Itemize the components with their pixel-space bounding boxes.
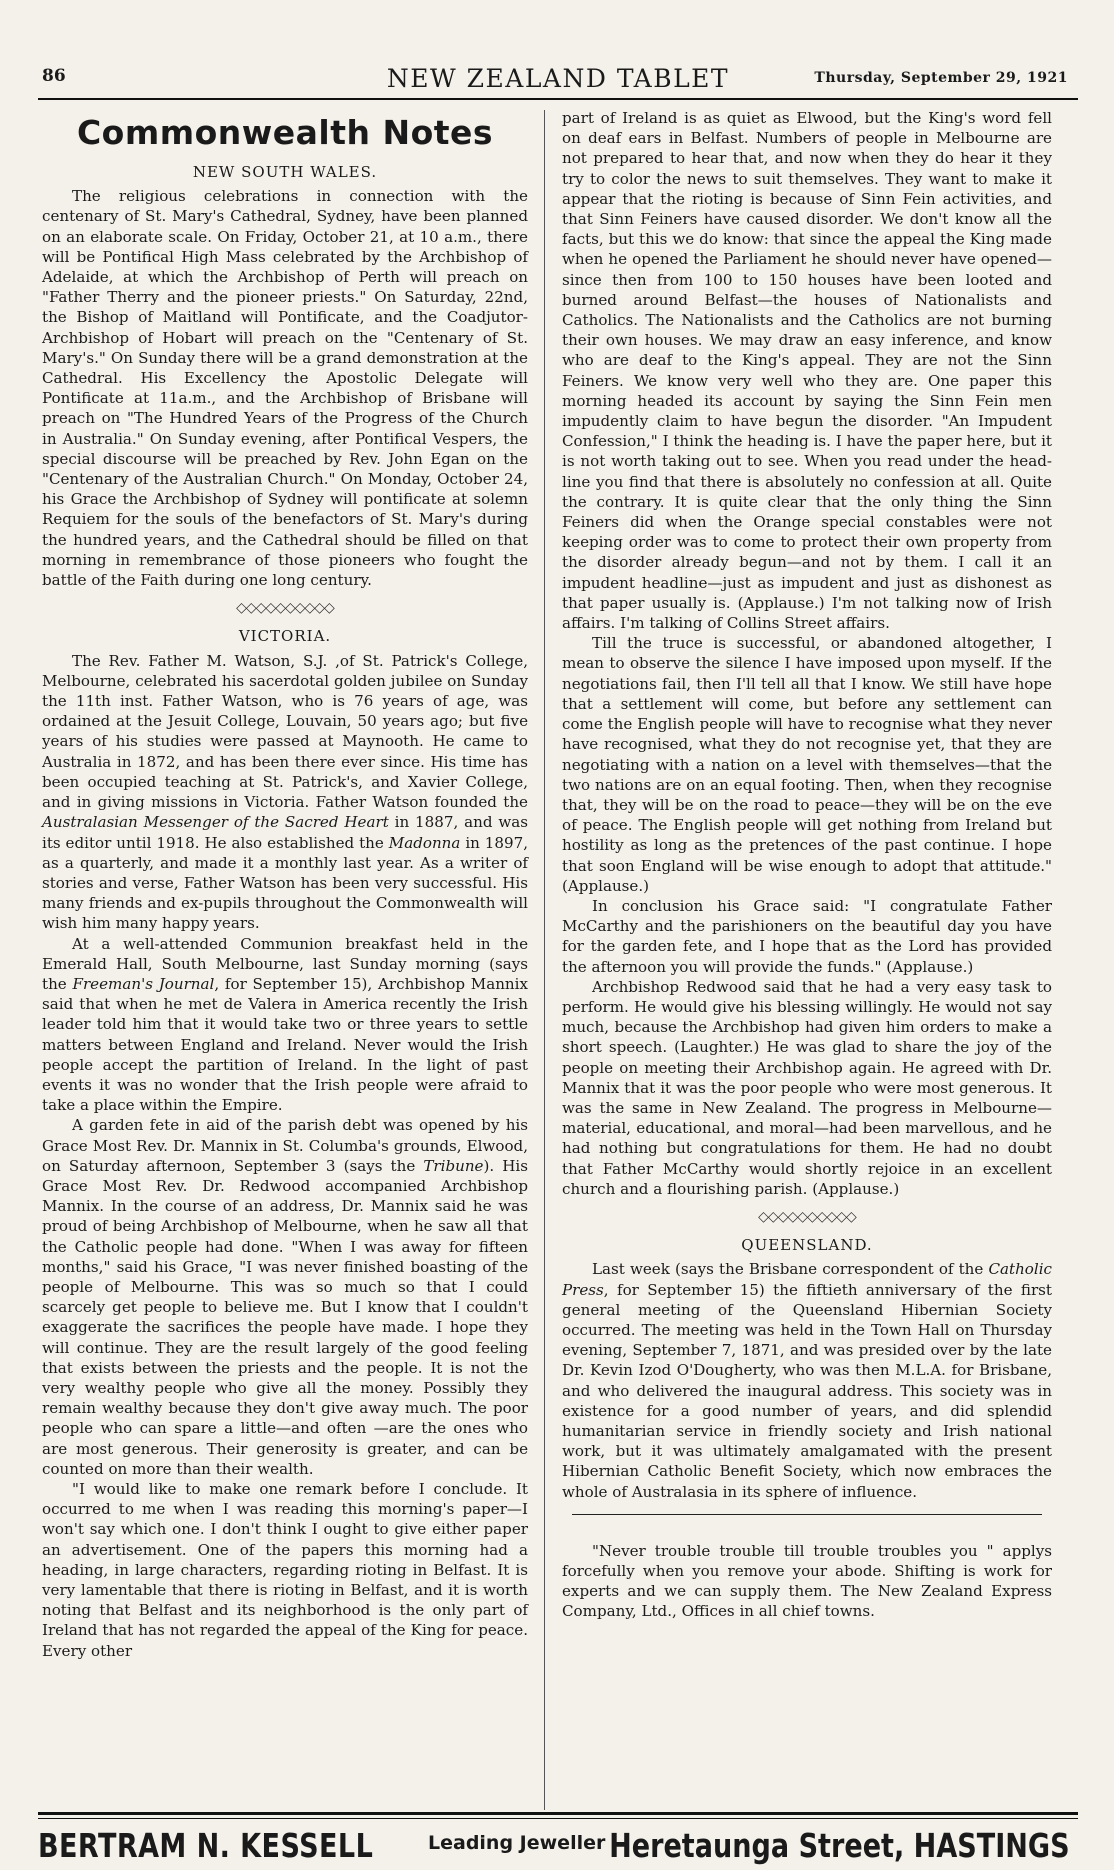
footer-rule-thin (38, 1818, 1078, 1819)
paragraph: Last week (says the Brisbane correspondent of the Catholic Press, for September 15) the fiftieth anniversary of the first general meeting of the Queensland Hibernian Society occurred. The meeting was held in the Town Hall on Thursday evening, September 7, 1871, and was presided over by the late Dr. Kevin Izod O'Dougherty, who was then M.L.A. for Brisbane, and who delivered the inaugural address. This society was in existence for a good number of years, and did splendid humanitarian service in friendly society and Irish national work, but it was ultimately amalgamated with the present Hibernian Catholic Benefit Society, which now embraces the whole of Australasia in its sphere of influence. (562, 1260, 1052, 1501)
paragraph: In conclusion his Grace said: "I congratulate Father McCarthy and the parishioners on the beautiful day you have for the garden fete, and I hope that as the Lord has provided the afternoon you will provide the funds." (Applause.) (562, 896, 1052, 976)
right-column (562, 108, 1052, 1622)
issue-date: Thursday, September 29, 1921 (814, 70, 1068, 86)
left-column (42, 108, 528, 1661)
article-title: Commonwealth Notes (76, 113, 494, 152)
advertisement-text: "Never trouble trouble till trouble troubles you " applys forcefully when you remove your abode. Shifting is work for experts and we can supply them. The New Zealand Express Company, Ltd., Offices in all chief towns. (562, 1541, 1052, 1621)
paragraph: The religious celebrations in connection with the centenary of St. Mary's Cathedral, Sydney, have been planned on an elaborate scale. On Friday, October 21, at 10 a.m., there will be Pontifical High Mass celebrated by the Archbishop of Adelaide, at which the Archbishop of Perth will preach on "Father Therry and the pioneer priests." On Saturday, 22nd, the Bishop of Maitland will Pontificate, and the Coadjutor-Archbishop of Hobart will preach on the "Centenary of St. Mary's." On Sunday there will be a grand demonstration at the Cathedral. His Excellency the Apostolic Delegate will Pontificate at 11a.m., and the Archbishop of Brisbane will preach on "The Hundred Years of the Progress of the Church in Australia." On Sunday evening, after Pontifical Vespers, the special discourse will be preached by Rev. John Egan on the "Centenary of the Australian Church." On Monday, October 24, his Grace the Archbishop of Sydney will pontificate at solemn Requiem for the souls of the benefactors of St. Mary's during the hundred years, and the Cathedral should be filled on that morning in remembrance of those pioneers who fought the battle of the Faith during one long century. (42, 187, 528, 590)
page-header (38, 62, 1078, 98)
publication-title: NEW ZEALAND TABLET (386, 64, 730, 93)
paragraph: At a well-attended Communion breakfast held in the Emerald Hall, South Melbourne, last Sunday morning (says the Freeman's Journal, for September 15), Archbishop Mannix said that when he met de Valera in America recently the Irish leader told him that it would take two or three years to settle matters between England and Ireland. Never would the Irish people accept the partition of Ireland. In the light of past events it was no wonder that the Irish people were afraid to take a place within the Empire. (42, 934, 528, 1115)
section-ornament: ◇◇◇◇◇◇◇◇◇◇ (236, 600, 334, 617)
header-rule (38, 98, 1078, 100)
page-number: 86 (42, 66, 66, 86)
paragraph: "I would like to make one remark before I conclude. It occurred to me when I was reading this morning's paper—I won't say which one. I don't think I ought to give either paper an advertisement. One of the papers this morning had a heading, in large characters, regarding rioting in Belfast. It is very lamentable that there is rioting in Belfast, and it is worth noting that Belfast and its neighborhood is the only part of Ireland that has not regarded the appeal of the King for peace. Every other (42, 1480, 528, 1660)
paragraph: part of Ireland is as quiet as Elwood, but the King's word fell on deaf ears in Belfast. Numbers of people in Melbourne are not prepared to hear that, and now when they do hear it they try to color the news to suit themselves. They want to make it appear that the rioting is because of Sinn Fein activities, and that Sinn Feiners have caused disorder. We don't know all the facts, but this we do know: that since the appeal the King made when he opened the Parliament he should never have opened—since then from 100 to 150 houses have been looted and burned around Belfast—the houses of Nationalists and Catholics. The Nationalists and the Catholics are not burning their own houses. We may draw an easy inference, and know who are deaf to the King's appeal. They are not the Sinn Feiners. We know very well who they are. One paper this morning headed its account by saying the Sinn Fein men impudently claim to have begun the disorder. "An Impudent Confession," I think the heading is. I have the paper here, but it is not worth taking out to see. When you read under the head-line you find that there is absolutely no confession at all. Quite the contrary. It is quite clear that the only thing the Sinn Feiners did when the Orange special constables were not keeping order was to come to protect their own property from the disorder already begun—and not by them. I call it an impudent headline—just as impudent and just as dishonest as that paper usually is. (Applause.) I'm not talking now of Irish affairs. I'm talking of Collins Street affairs. (562, 109, 1052, 633)
paragraph: Archbishop Redwood said that he had a very easy task to perform. He would give his blessing willingly. He would not say much, because the Archbishop had given him orders to make a short speech. (Laughter.) He was glad to share the joy of the people on meeting their Archbishop again. He agreed with Dr. Mannix that it was the poor people who were most generous. It was the same in New Zealand. The progress in Melbourne—material, educational, and moral—had been marvellous, and he had nothing but congratulations for them. He had no doubt that Father McCarthy would shortly rejoice in an excellent church and a flourishing parish. (Applause.) (562, 977, 1052, 1198)
footer-rule-top (38, 1812, 1078, 1815)
section-ornament: ◇◇◇◇◇◇◇◇◇◇ (758, 1208, 856, 1225)
advertiser-tagline: Leading Jeweller (428, 1832, 606, 1854)
section-heading-nsw: NEW SOUTH WALES. (192, 163, 378, 181)
advertiser-name: BERTRAM N. KESSELL (38, 1826, 374, 1865)
paragraph: Till the truce is successful, or abandoned altogether, I mean to observe the silence I have imposed upon myself. If the negotiations fail, then I'll tell all that I know. We still have hope that a settlement will come, but before any settlement can come the English people will have to recognise what they never have recognised, what they do not recognise yet, that they are negotiating with a nation on a level with themselves—that the two nations are on an equal footing. Then, when they recognise that, they will be on the road to peace—they will be on the eve of peace. The English people will get nothing from Ireland but hostility as long as the pretences of the past continue. I hope that soon England will be wise enough to adopt that attitude." (Applause.) (562, 634, 1052, 895)
section-heading-queensland: QUEENSLAND. (741, 1236, 873, 1255)
advertiser-address: Heretaunga Street, HASTINGS (609, 1826, 1070, 1865)
paragraph: A garden fete in aid of the parish debt was opened by his Grace Most Rev. Dr. Mannix in St. Columba's grounds, Elwood, on Saturday afternoon, September 3 (says the Tribune). His Grace Most Rev. Dr. Redwood accompanied Archbishop Mannix. In the course of an address, Dr. Mannix said he was proud of being Archbishop of Melbourne, when he saw all that the Catholic people had done. "When I was away for fifteen months," said his Grace, "I was never finished boasting of the people of Melbourne. This was so much so that I could scarcely get people to believe me. But I know that I couldn't exaggerate the sacrifices the people have made. I hope they will continue. They are the result largely of the good feeling that exists between the priests and the people. It is not the very wealthy people who give all the money. Possibly they remain wealthy because they don't give away much. The poor people who can spare a little—and often —are the ones who are most generous. Their generosity is greater, and can be counted on more than their wealth. (42, 1116, 528, 1478)
footer-advert (38, 1826, 1078, 1865)
column-divider (544, 110, 545, 1810)
paragraph: The Rev. Father M. Watson, S.J. ,of St. Patrick's College, Melbourne, celebrated his sacerdotal golden jubilee on Sunday the 11th inst. Father Watson, who is 76 years of age, was ordained at the Jesuit College, Louvain, 50 years ago; but five years of his studies were passed at Maynooth. He came to Australia in 1872, and has been there ever since. His time has been occupied teaching at St. Patrick's, and Xavier College, and in giving missions in Victoria. Father Watson founded the Australasian Messenger of the Sacred Heart in 1887, and was its editor until 1918. He also established the Madonna in 1897, as a quarterly, and made it a monthly last year. As a writer of stories and verse, Father Watson has been very successful. His many friends and ex-pupils throughout the Commonwealth will wish him many happy years. (42, 651, 529, 933)
section-heading-victoria: VICTORIA. (238, 627, 332, 646)
section-end-rule (572, 1514, 1042, 1515)
